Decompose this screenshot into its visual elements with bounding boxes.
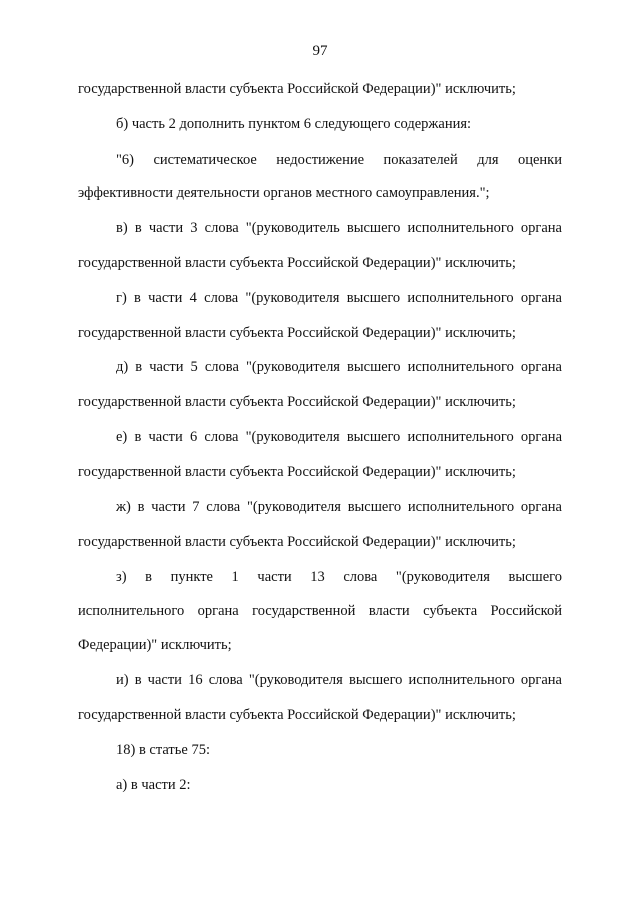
text-line: эффективности деятельности органов местного самоуправления."; xyxy=(78,185,490,201)
text-line: а) в части 2: xyxy=(116,777,191,793)
text-line: государственной власти субъекта Российской Федерации)" исключить; xyxy=(78,464,516,480)
text-line xyxy=(78,430,562,447)
text-line xyxy=(78,570,562,587)
text-line xyxy=(78,153,562,170)
text-line: государственной власти субъекта Российской Федерации)" исключить; xyxy=(78,81,516,97)
text-line-content: е) в части 6 слова "(руководителя высшего исполнительного органа xyxy=(116,429,562,445)
text-line-content: "6) систематическое недостижение показателей для оценки xyxy=(116,152,562,168)
text-line xyxy=(78,673,562,690)
text-line-content: г) в части 4 слова "(руководителя высшего исполнительного органа xyxy=(116,290,562,306)
text-line: 18) в статье 75: xyxy=(116,742,210,758)
text-line xyxy=(78,500,562,517)
text-line: б) часть 2 дополнить пунктом 6 следующего содержания: xyxy=(116,116,472,132)
text-line-content: д) в части 5 слова "(руководителя высшего исполнительного органа xyxy=(116,359,562,375)
text-line xyxy=(78,291,562,308)
text-line xyxy=(78,604,562,621)
text-line-content: ж) в части 7 слова "(руководителя высшего исполнительного органа xyxy=(116,499,562,515)
text-line-content: исполнительного органа государственной власти субъекта Российской xyxy=(78,603,562,619)
text-line: государственной власти субъекта Российской Федерации)" исключить; xyxy=(78,534,516,550)
page-number: 97 xyxy=(312,43,328,59)
text-line: Федерации)" исключить; xyxy=(78,637,232,653)
text-line xyxy=(78,221,562,238)
text-line: государственной власти субъекта Российской Федерации)" исключить; xyxy=(78,255,516,271)
text-line-content: в) в части 3 слова "(руководитель высшего исполнительного органа xyxy=(116,220,562,236)
text-line: государственной власти субъекта Российской Федерации)" исключить; xyxy=(78,325,516,341)
text-line: государственной власти субъекта Российской Федерации)" исключить; xyxy=(78,394,516,410)
text-line-content: и) в части 16 слова "(руководителя высшего исполнительного органа xyxy=(116,672,562,688)
text-line-content: з) в пункте 1 части 13 слова "(руководителя высшего xyxy=(116,569,562,585)
text-line xyxy=(78,360,562,377)
text-line: государственной власти субъекта Российской Федерации)" исключить; xyxy=(78,707,516,723)
